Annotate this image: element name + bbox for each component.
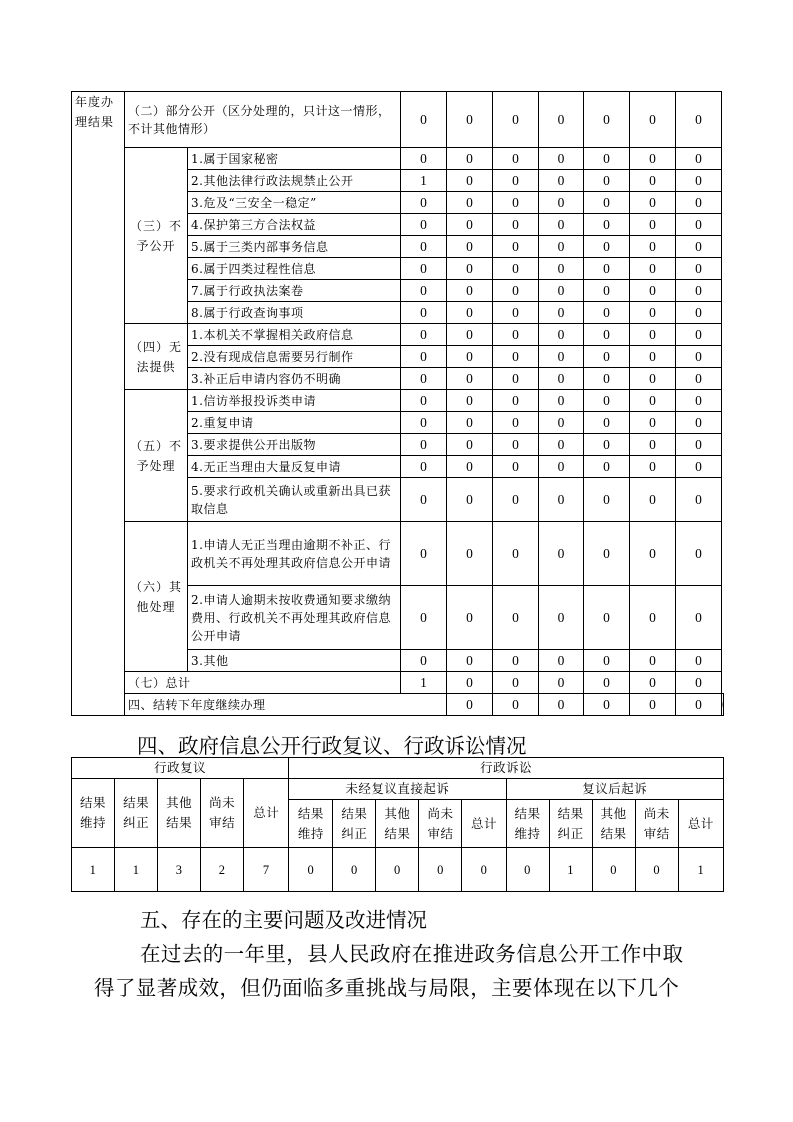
value-cell: 0 <box>493 324 539 346</box>
value-cell: 0 <box>584 412 630 434</box>
value-cell: 0 <box>630 280 676 302</box>
value-cell: 0 <box>676 92 722 148</box>
value-cell: 0 <box>584 192 630 214</box>
value-cell: 0 <box>584 214 630 236</box>
carry-over-label: 四、结转下年度继续办理 <box>125 694 447 716</box>
value-cell: 0 <box>493 302 539 324</box>
value-cell: 0 <box>401 324 447 346</box>
value-cell: 0 <box>676 148 722 170</box>
value-cell: 0 <box>447 170 493 192</box>
litigation-subheader: 结果维持 <box>289 800 333 848</box>
admin-review-header: 行政复议 <box>72 758 289 779</box>
value-cell: 0 <box>539 346 584 368</box>
value-cell: 0 <box>630 694 676 716</box>
value-cell: 0 <box>493 192 539 214</box>
section5-title: 五、存在的主要问题及改进情况 <box>140 908 427 932</box>
value-cell: 0 <box>539 368 584 390</box>
item-label: 1.信访举报投诉类申请 <box>188 390 401 412</box>
value-cell: 0 <box>401 522 447 586</box>
value-cell: 0 <box>584 302 630 324</box>
value-cell: 0 <box>376 848 419 892</box>
review-litigation-table <box>71 757 724 892</box>
item-label: 3.要求提供公开出版物 <box>188 434 401 456</box>
partial-open-label: （二）部分公开（区分处理的，只计这一情形，不计其他情形） <box>125 92 401 148</box>
value-cell: 0 <box>493 412 539 434</box>
value-cell <box>722 694 724 716</box>
value-cell: 0 <box>584 368 630 390</box>
value-cell: 0 <box>630 434 676 456</box>
value-cell: 0 <box>447 346 493 368</box>
value-cell: 0 <box>447 92 493 148</box>
value-cell: 0 <box>539 522 584 586</box>
value-cell: 0 <box>447 258 493 280</box>
value-cell: 0 <box>630 368 676 390</box>
item-label: 1.申请人无正当理由逾期不补正、行政机关不再处理其政府信息公开申请 <box>188 522 401 586</box>
litigation-subheader: 其他结果 <box>592 800 635 848</box>
value-cell: 0 <box>401 192 447 214</box>
litigation-subheader: 结果纠正 <box>549 800 592 848</box>
value-cell: 0 <box>676 280 722 302</box>
value-cell: 0 <box>493 214 539 236</box>
value-cell: 0 <box>419 848 462 892</box>
value-cell: 0 <box>333 848 376 892</box>
value-cell: 0 <box>401 586 447 650</box>
value-cell: 1 <box>549 848 592 892</box>
item-label: 2.其他法律行政法规禁止公开 <box>188 170 401 192</box>
value-cell: 0 <box>676 456 722 478</box>
value-cell: 0 <box>539 456 584 478</box>
total-label: （七）总计 <box>125 672 401 694</box>
value-cell: 0 <box>447 324 493 346</box>
value-cell: 0 <box>584 456 630 478</box>
review-subheader: 总计 <box>244 779 289 848</box>
admin-litigation-header: 行政诉讼 <box>289 758 724 779</box>
value-cell: 0 <box>493 456 539 478</box>
value-cell: 0 <box>676 302 722 324</box>
value-cell: 0 <box>584 258 630 280</box>
value-cell: 0 <box>539 694 584 716</box>
value-cell: 0 <box>447 412 493 434</box>
value-cell: 0 <box>462 848 506 892</box>
value-cell: 0 <box>493 650 539 672</box>
litigation-subheader: 总计 <box>462 800 506 848</box>
value-cell: 0 <box>676 650 722 672</box>
item-label: 4.无正当理由大量反复申请 <box>188 456 401 478</box>
value-cell: 0 <box>630 456 676 478</box>
value-cell: 0 <box>676 192 722 214</box>
value-cell: 0 <box>447 672 493 694</box>
application-result-table <box>71 91 724 716</box>
value-cell: 0 <box>676 478 722 522</box>
value-cell: 0 <box>539 650 584 672</box>
value-cell: 0 <box>630 522 676 586</box>
litigation-subheader: 其他结果 <box>376 800 419 848</box>
value-cell: 0 <box>584 148 630 170</box>
paragraph-line-2: 得了显著成效，但仍面临多重挑战与局限，主要体现在以下几个 <box>94 976 680 1000</box>
value-cell: 0 <box>539 214 584 236</box>
value-cell: 0 <box>539 672 584 694</box>
value-cell: 0 <box>584 280 630 302</box>
value-cell: 0 <box>676 368 722 390</box>
value-cell: 0 <box>584 672 630 694</box>
value-cell: 0 <box>676 522 722 586</box>
value-cell: 0 <box>539 148 584 170</box>
value-cell: 0 <box>630 324 676 346</box>
value-cell: 0 <box>447 148 493 170</box>
value-cell: 0 <box>493 236 539 258</box>
value-cell: 0 <box>493 694 539 716</box>
value-cell: 0 <box>584 586 630 650</box>
value-cell: 0 <box>630 302 676 324</box>
value-cell: 0 <box>676 324 722 346</box>
value-cell: 0 <box>493 346 539 368</box>
value-cell: 0 <box>539 258 584 280</box>
value-cell: 0 <box>630 390 676 412</box>
item-label: 1.属于国家秘密 <box>188 148 401 170</box>
value-cell: 0 <box>401 280 447 302</box>
after-review-suit-header: 复议后起诉 <box>506 779 723 800</box>
value-cell: 0 <box>676 434 722 456</box>
value-cell: 0 <box>447 522 493 586</box>
item-label: 3.补正后申请内容仍不明确 <box>188 368 401 390</box>
value-cell: 0 <box>630 478 676 522</box>
group-label: （五）不予处理 <box>125 390 188 522</box>
value-cell: 0 <box>584 236 630 258</box>
value-cell: 0 <box>676 586 722 650</box>
item-label: 1.本机关不掌握相关政府信息 <box>188 324 401 346</box>
value-cell: 0 <box>584 434 630 456</box>
review-subheader: 结果纠正 <box>115 779 158 848</box>
value-cell: 1 <box>401 672 447 694</box>
value-cell: 0 <box>630 214 676 236</box>
value-cell: 3 <box>158 848 201 892</box>
value-cell: 0 <box>447 368 493 390</box>
value-cell: 0 <box>493 170 539 192</box>
value-cell: 0 <box>630 346 676 368</box>
value-cell: 0 <box>447 214 493 236</box>
value-cell: 0 <box>289 848 333 892</box>
value-cell: 0 <box>676 258 722 280</box>
value-cell: 0 <box>401 368 447 390</box>
value-cell: 0 <box>493 390 539 412</box>
value-cell: 0 <box>676 694 722 716</box>
value-cell: 0 <box>676 346 722 368</box>
value-cell: 0 <box>676 170 722 192</box>
value-cell: 0 <box>630 92 676 148</box>
item-label: 5.要求行政机关确认或重新出具已获取信息 <box>188 478 401 522</box>
value-cell: 0 <box>584 650 630 672</box>
value-cell: 0 <box>401 390 447 412</box>
value-cell: 0 <box>493 522 539 586</box>
value-cell: 0 <box>584 478 630 522</box>
item-label: 4.保护第三方合法权益 <box>188 214 401 236</box>
item-label: 7.属于行政执法案卷 <box>188 280 401 302</box>
value-cell: 0 <box>493 368 539 390</box>
value-cell: 1 <box>115 848 158 892</box>
item-label: 2.重复申请 <box>188 412 401 434</box>
value-cell: 0 <box>676 236 722 258</box>
value-cell: 0 <box>447 192 493 214</box>
item-label: 2.没有现成信息需要另行制作 <box>188 346 401 368</box>
paragraph-line-1: 在过去的一年里，县人民政府在推进政务信息公开工作中取 <box>140 942 684 966</box>
value-cell: 0 <box>493 148 539 170</box>
value-cell: 0 <box>493 92 539 148</box>
value-cell: 0 <box>630 412 676 434</box>
value-cell: 0 <box>401 92 447 148</box>
value-cell: 0 <box>401 346 447 368</box>
value-cell: 1 <box>72 848 115 892</box>
value-cell: 0 <box>584 346 630 368</box>
value-cell: 0 <box>447 236 493 258</box>
value-cell: 0 <box>630 586 676 650</box>
value-cell: 0 <box>539 192 584 214</box>
value-cell: 0 <box>584 694 630 716</box>
value-cell: 0 <box>447 586 493 650</box>
litigation-subheader: 结果维持 <box>506 800 549 848</box>
item-label: 3.危及“三安全一稳定” <box>188 192 401 214</box>
group-label: （三）不予公开 <box>125 148 188 324</box>
item-label: 3.其他 <box>188 650 401 672</box>
value-cell: 0 <box>493 478 539 522</box>
group-label: （六）其他处理 <box>125 522 188 672</box>
section4-title: 四、政府信息公开行政复议、行政诉讼情况 <box>137 734 527 758</box>
value-cell: 0 <box>539 92 584 148</box>
direct-suit-header: 未经复议直接起诉 <box>289 779 506 800</box>
value-cell: 0 <box>447 478 493 522</box>
value-cell: 0 <box>506 848 549 892</box>
value-cell: 0 <box>539 478 584 522</box>
value-cell: 0 <box>493 586 539 650</box>
value-cell: 0 <box>539 170 584 192</box>
value-cell: 0 <box>447 302 493 324</box>
value-cell: 0 <box>493 280 539 302</box>
value-cell: 0 <box>401 214 447 236</box>
value-cell: 0 <box>401 478 447 522</box>
review-subheader: 尚未审结 <box>201 779 244 848</box>
value-cell: 0 <box>539 280 584 302</box>
value-cell: 1 <box>401 170 447 192</box>
item-label: 5.属于三类内部事务信息 <box>188 236 401 258</box>
value-cell: 0 <box>630 650 676 672</box>
litigation-subheader: 尚未审结 <box>419 800 462 848</box>
value-cell: 1 <box>678 848 723 892</box>
group-label: （四）无法提供 <box>125 324 188 390</box>
litigation-subheader: 总计 <box>678 800 723 848</box>
value-cell: 0 <box>676 672 722 694</box>
value-cell: 0 <box>401 412 447 434</box>
value-cell: 0 <box>401 650 447 672</box>
value-cell: 0 <box>401 302 447 324</box>
item-label: 2.申请人逾期未按收费通知要求缴纳费用、行政机关不再处理其政府信息公开申请 <box>188 586 401 650</box>
value-cell: 0 <box>401 236 447 258</box>
value-cell: 0 <box>584 324 630 346</box>
value-cell: 7 <box>244 848 289 892</box>
value-cell: 0 <box>447 456 493 478</box>
value-cell: 0 <box>630 170 676 192</box>
value-cell: 0 <box>539 412 584 434</box>
value-cell: 0 <box>584 170 630 192</box>
value-cell: 0 <box>630 192 676 214</box>
value-cell: 0 <box>539 236 584 258</box>
value-cell: 0 <box>493 258 539 280</box>
value-cell: 0 <box>676 390 722 412</box>
value-cell: 0 <box>630 672 676 694</box>
value-cell: 0 <box>539 586 584 650</box>
item-label: 6.属于四类过程性信息 <box>188 258 401 280</box>
value-cell: 0 <box>676 214 722 236</box>
value-cell: 0 <box>539 434 584 456</box>
value-cell: 0 <box>539 390 584 412</box>
value-cell: 0 <box>630 148 676 170</box>
value-cell: 0 <box>493 672 539 694</box>
value-cell: 0 <box>584 390 630 412</box>
litigation-subheader: 结果纠正 <box>333 800 376 848</box>
value-cell: 0 <box>447 390 493 412</box>
review-subheader: 结果维持 <box>72 779 115 848</box>
value-cell: 0 <box>401 148 447 170</box>
value-cell: 0 <box>676 412 722 434</box>
value-cell: 0 <box>630 236 676 258</box>
value-cell: 0 <box>493 434 539 456</box>
value-cell: 0 <box>539 324 584 346</box>
item-label: 8.属于行政查询事项 <box>188 302 401 324</box>
value-cell: 0 <box>630 258 676 280</box>
value-cell: 0 <box>584 522 630 586</box>
litigation-subheader: 尚未审结 <box>635 800 678 848</box>
value-cell: 0 <box>539 302 584 324</box>
review-subheader: 其他结果 <box>158 779 201 848</box>
value-cell: 0 <box>401 258 447 280</box>
value-cell: 0 <box>401 434 447 456</box>
value-cell: 0 <box>447 280 493 302</box>
value-cell: 0 <box>592 848 635 892</box>
value-cell: 0 <box>635 848 678 892</box>
value-cell: 0 <box>447 434 493 456</box>
value-cell: 0 <box>401 456 447 478</box>
value-cell: 0 <box>447 650 493 672</box>
value-cell: 0 <box>447 694 493 716</box>
value-cell: 2 <box>201 848 244 892</box>
value-cell: 0 <box>584 92 630 148</box>
row-head-year-result: 年度办理结果 <box>72 92 125 716</box>
